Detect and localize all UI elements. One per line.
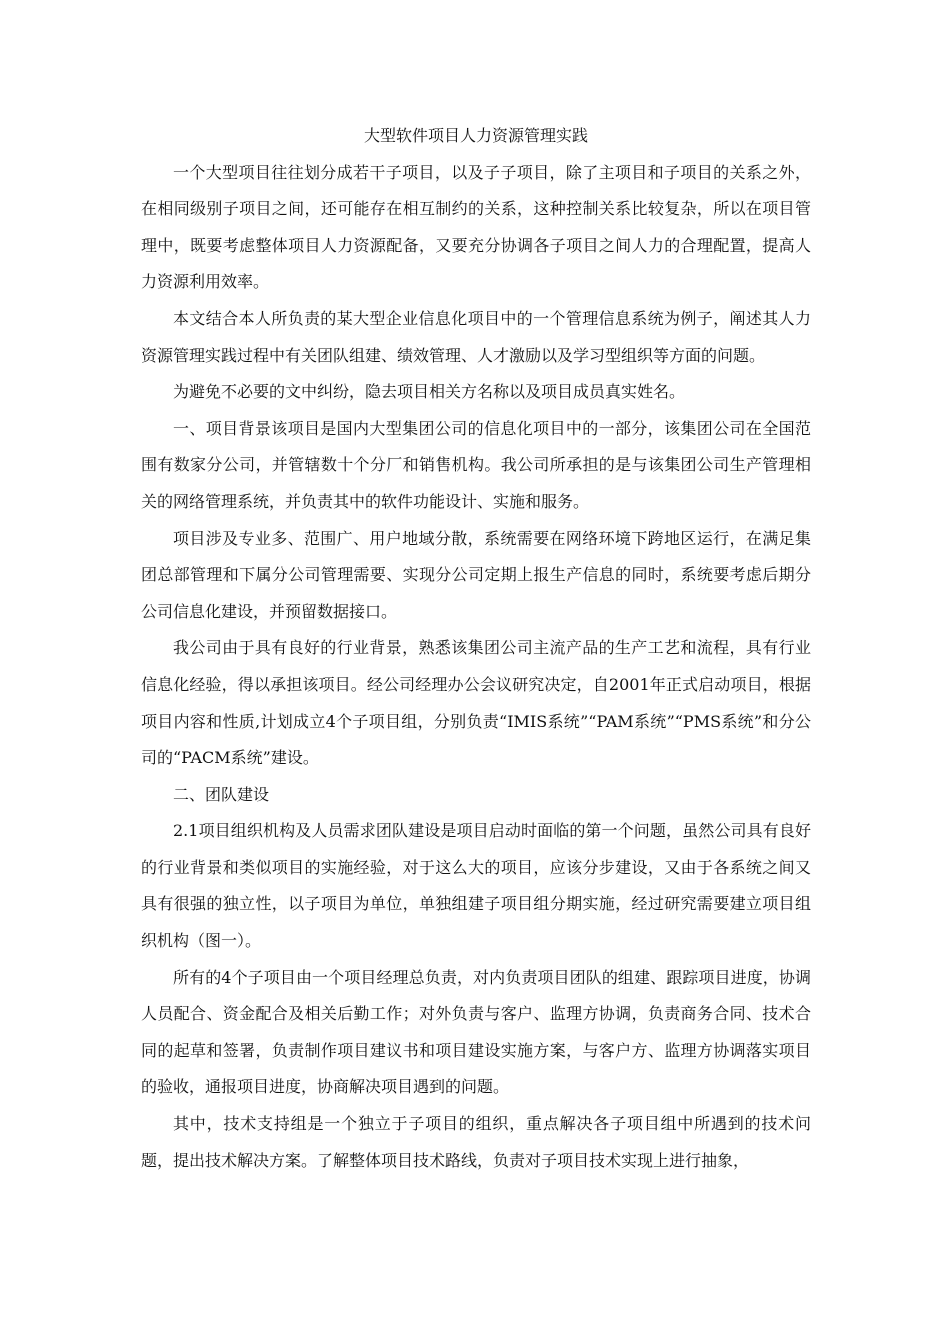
document-title: 大型软件项目人力资源管理实践 bbox=[363, 126, 588, 145]
paragraph-10: 其中，技术支持组是一个独立于子项目的组织，重点解决各子项目组中所遇到的技术问题，提出技术解决方案。了解整体项目技术路线，负责对子项目技术实现上进行抽象， bbox=[141, 1114, 811, 1170]
paragraph-4: 一、项目背景该项目是国内大型集团公司的信息化项目中的一部分，该集团公司在全国范围有数家分公司，并管辖数十个分厂和销售机构。我公司所承担的是与该集团公司生产管理相关的网络管理系统，并负责其中的软件功能设计、实施和服务。 bbox=[141, 418, 811, 511]
paragraph-6: 我公司由于具有良好的行业背景，熟悉该集团公司主流产品的生产工艺和流程，具有行业信息化经验，得以承担该项目。经公司经理办公会议研究决定，自2001年正式启动项目，根据项目内容和性质,计划成立4个子项目组，分别负责“IMIS系统”“PAM系统”“PMS系统”和分公司的“PACM系统”建设。 bbox=[141, 638, 811, 768]
document-body bbox=[141, 118, 811, 1179]
paragraph-3: 为避免不必要的文中纠纷，隐去项目相关方名称以及项目成员真实姓名。 bbox=[173, 382, 686, 402]
paragraph-1: 一个大型项目往往划分成若干子项目，以及子子项目，除了主项目和子项目的关系之外，在相同级别子项目之间，还可能存在相互制约的关系，这种控制关系比较复杂，所以在项目管理中，既要考虑整体项目人力资源配备，又要充分协调各子项目之间人力的合理配置，提高人力资源利用效率。 bbox=[141, 162, 811, 292]
paragraph-2: 本文结合本人所负责的某大型企业信息化项目中的一个管理信息系统为例子，阐述其人力资源管理实践过程中有关团队组建、绩效管理、人才激励以及学习型组织等方面的问题。 bbox=[141, 308, 811, 365]
section-heading-team-building: 二、团队建设 bbox=[173, 784, 270, 804]
paragraph-9: 所有的4个子项目由一个项目经理总负责，对内负责项目团队的组建、跟踪项目进度，协调人员配合、资金配合及相关后勤工作；对外负责与客户、监理方协调，负责商务合同、技术合同的起草和签署，负责制作项目建议书和项目建设实施方案，与客户方、监理方协调落实项目的验收，通报项目进度，协商解决项目遇到的问题。 bbox=[141, 967, 811, 1097]
paragraph-5: 项目涉及专业多、范围广、用户地域分散，系统需要在网络环境下跨地区运行，在满足集团总部管理和下属分公司管理需要、实现分公司定期上报生产信息的同时，系统要考虑后期分公司信息化建设，并预留数据接口。 bbox=[141, 528, 811, 621]
paragraph-8: 2.1项目组织机构及人员需求团队建设是项目启动时面临的第一个问题，虽然公司具有良好的行业背景和类似项目的实施经验，对于这么大的项目，应该分步建设，又由于各系统之间又具有很强的独立性，以子项目为单位，单独组建子项目组分期实施，经过研究需要建立项目组织机构（图一）。 bbox=[141, 821, 811, 951]
